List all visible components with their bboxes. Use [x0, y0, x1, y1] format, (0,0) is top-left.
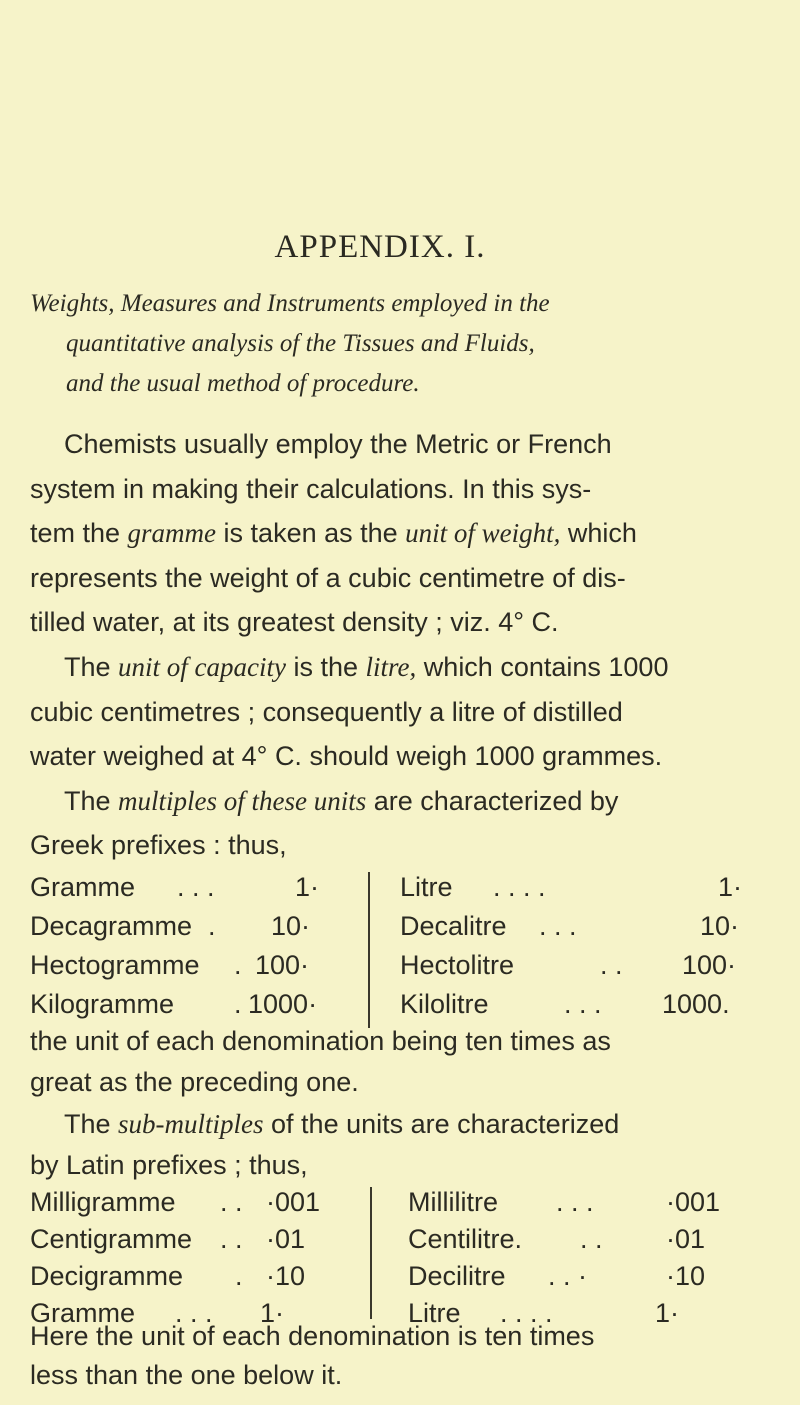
unit-value: ·001: [266, 1187, 321, 1217]
text-line: great as the preceding one.: [30, 1067, 359, 1098]
unit-value: 100·: [255, 950, 310, 980]
leader-dots: . . .: [556, 1187, 594, 1217]
text-line: Greek prefixes : thus,: [30, 830, 287, 861]
unit-name: Decagramme: [30, 911, 193, 941]
unit-value: ·10: [266, 1261, 306, 1291]
submultiples-paragraph: [30, 1021, 750, 1186]
unit-name: Centilitre.: [408, 1224, 523, 1254]
text-line: represents the weight of a cubic centimetre of dis-: [30, 562, 626, 593]
italic-run: unit of capacity: [118, 651, 286, 682]
unit-value: 10·: [271, 911, 311, 941]
unit-name: Hectolitre: [400, 950, 515, 980]
text-line: cubic centimetres ; consequently a litre of distilled: [30, 696, 623, 727]
text-line: by Latin prefixes ; thus,: [30, 1149, 308, 1180]
leader-dots: . . .: [564, 989, 602, 1019]
unit-name: Gramme: [30, 1298, 136, 1328]
unit-value: ·01: [266, 1224, 306, 1254]
unit-value: 100·: [682, 950, 737, 980]
section-subtitle: [30, 284, 750, 404]
leader-dots: . .: [580, 1224, 603, 1254]
unit-value: 1·: [260, 1298, 285, 1328]
intro-paragraph: [30, 422, 750, 868]
leader-dots: . .: [220, 1187, 243, 1217]
table-row: [400, 907, 760, 946]
table-row: [30, 946, 350, 985]
unit-value: 10·: [700, 911, 740, 941]
leader-dots: . . .: [539, 911, 577, 941]
text-run: which: [560, 518, 637, 549]
table-row: [408, 1221, 758, 1258]
unit-value: ·01: [666, 1224, 706, 1254]
table-row: [30, 1258, 350, 1295]
table-row: [400, 946, 760, 985]
leader-dots: . . .: [177, 872, 215, 902]
multiples-capacity-table: [400, 868, 760, 1024]
italic-run: sub-multiples: [118, 1108, 264, 1139]
page-heading: APPENDIX. I.: [274, 229, 486, 265]
text-line: [30, 779, 750, 824]
text-run: The: [64, 651, 119, 682]
table-row: [30, 985, 350, 1024]
unit-name: Decalitre: [400, 911, 507, 941]
italic-run: gramme: [127, 518, 217, 549]
leader-dots: .: [234, 950, 242, 980]
unit-name: Hectogramme: [30, 950, 200, 980]
text-line: tilled water, at its greatest density ; viz. 4° C.: [30, 607, 559, 638]
text-line: the unit of each denomination being ten times as: [30, 1026, 611, 1056]
table-row: [30, 1184, 350, 1221]
text-run: The: [64, 1108, 119, 1139]
table-row: [30, 907, 350, 946]
leader-dots: . . . .: [493, 872, 546, 902]
multiples-weight-table: [30, 868, 350, 1024]
leader-dots: .: [235, 1261, 243, 1291]
leader-dots: . . .: [175, 1298, 213, 1328]
unit-value: ·10: [666, 1261, 706, 1291]
text-run: tem the: [30, 518, 128, 549]
closing-paragraph: [30, 1317, 750, 1395]
table-row: [408, 1258, 758, 1295]
unit-name: Decigramme: [30, 1261, 184, 1291]
unit-value: 1·: [718, 872, 743, 902]
text-line: [30, 511, 750, 556]
table-row: [30, 868, 350, 907]
leader-dots: . . . .: [500, 1298, 553, 1328]
unit-name: Decilitre: [408, 1261, 506, 1291]
leader-dots: . .: [600, 950, 623, 980]
text-run: are characterized by: [366, 785, 619, 816]
text-line: Chemists usually employ the Metric or French: [64, 429, 612, 459]
leader-dots: .: [234, 989, 242, 1019]
leader-dots: . . ·: [548, 1261, 587, 1291]
text-line: [30, 1104, 750, 1145]
unit-name: Litre: [400, 872, 453, 902]
text-line: system in making their calculations. In this sys-: [30, 473, 592, 504]
unit-value: 1000·: [248, 989, 318, 1019]
text-line: Here the unit of each denomination is ten times: [30, 1321, 595, 1351]
leader-dots: . .: [220, 1224, 243, 1254]
italic-run: unit of weight,: [405, 518, 561, 549]
unit-value: 1·: [655, 1298, 680, 1328]
text-run: of the units are characterized: [263, 1108, 620, 1139]
unit-name: Kilolitre: [400, 989, 489, 1019]
unit-value: 1000.: [662, 989, 730, 1019]
submultiples-capacity-table: [408, 1184, 758, 1332]
unit-name: Gramme: [30, 872, 136, 902]
unit-value: ·001: [666, 1187, 721, 1217]
unit-name: Millilitre: [408, 1187, 498, 1217]
unit-name: Kilogramme: [30, 989, 175, 1019]
subtitle-line: quantitative analysis of the Tissues and Fluids,: [66, 330, 535, 357]
text-run: is the: [286, 651, 366, 682]
text-run: The: [64, 785, 119, 816]
text-line: less than the one below it.: [30, 1360, 343, 1390]
unit-value: 1·: [295, 872, 320, 902]
unit-name: Litre: [408, 1298, 461, 1328]
column-divider: [368, 872, 370, 1028]
column-divider: [370, 1187, 372, 1319]
table-row: [400, 985, 760, 1024]
text-run: which contains 1000: [416, 651, 669, 682]
leader-dots: .: [208, 911, 216, 941]
italic-run: litre,: [365, 651, 417, 682]
italic-run: multiples of these units: [118, 785, 367, 816]
table-row: [400, 868, 760, 907]
subtitle-line: and the usual method of procedure.: [66, 370, 420, 397]
unit-name: Milligramme: [30, 1187, 176, 1217]
text-line: water weighed at 4° C. should weigh 1000 grammes.: [30, 741, 663, 772]
submultiples-weight-table: [30, 1184, 350, 1332]
text-run: is taken as the: [216, 518, 406, 549]
subtitle-line: Weights, Measures and Instruments employed in the: [30, 290, 550, 317]
unit-name: Centigramme: [30, 1224, 193, 1254]
table-row: [408, 1184, 758, 1221]
table-row: [30, 1221, 350, 1258]
text-line: [30, 645, 750, 690]
